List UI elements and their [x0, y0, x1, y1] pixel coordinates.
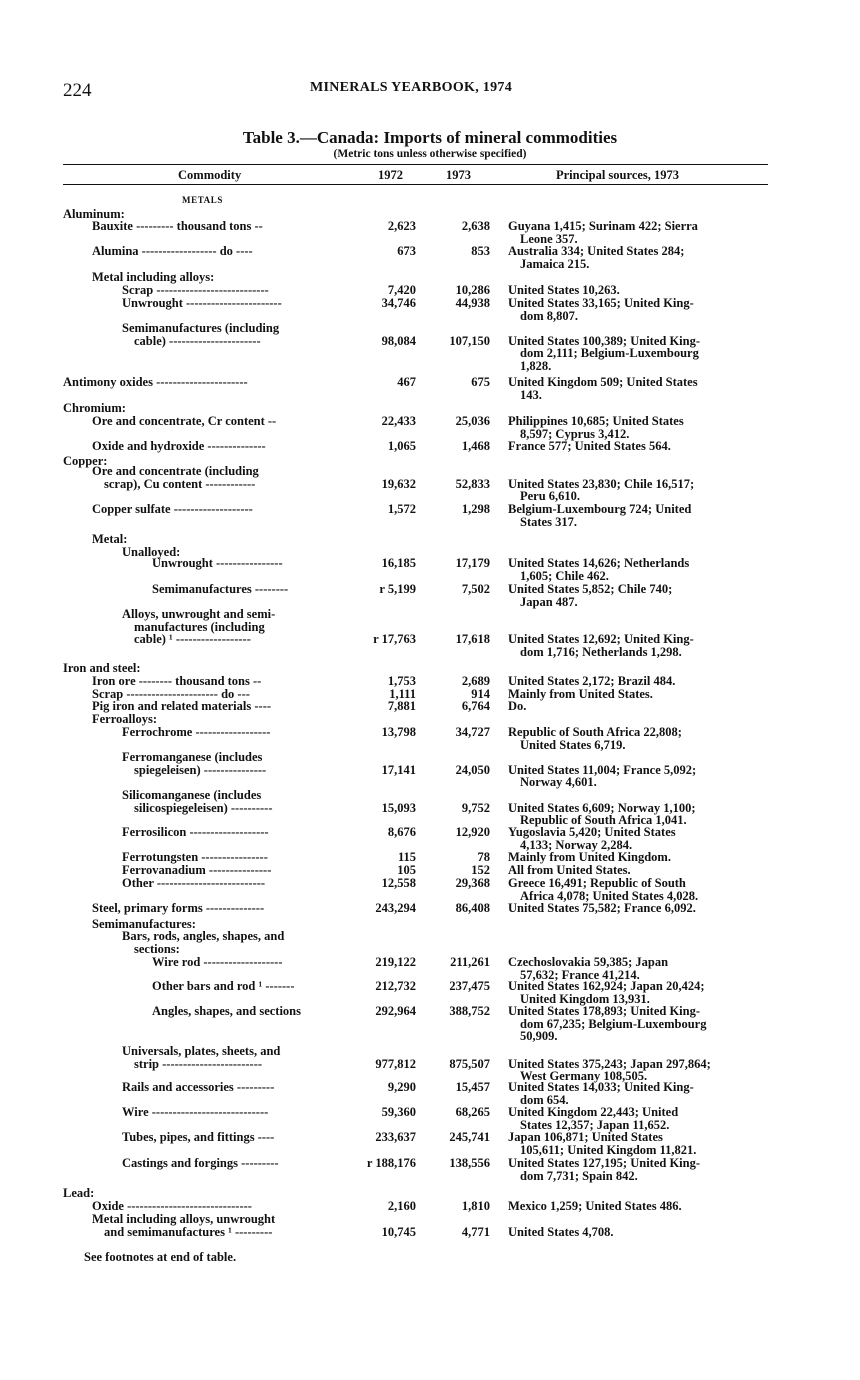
principal-sources-line: Do. [508, 699, 527, 713]
value-1972: 13,798 [381, 725, 416, 739]
principal-sources-line: United States 375,243; Japan 297,864; [508, 1056, 711, 1071]
value-1973: 34,727 [455, 725, 490, 739]
principal-sources-line: United States 75,582; France 6,092. [508, 901, 696, 915]
principal-sources-line: United States 14,033; United King- [508, 1080, 694, 1094]
section-heading-metals: METALS [182, 195, 223, 205]
principal-sources-line: United States 23,830; Chile 16,517; [508, 476, 695, 491]
principal-sources-line: 1,605; Chile 462. [520, 568, 609, 583]
principal-sources [508, 503, 770, 528]
value-1973: 86,408 [455, 901, 490, 915]
value-1972: 1,572 [387, 502, 416, 516]
value-1972: 7,420 [387, 283, 416, 297]
commodity-label [92, 700, 382, 713]
principal-sources [508, 297, 770, 322]
value-1972: 292,964 [375, 1004, 416, 1018]
value-1973: 138,556 [449, 1156, 490, 1170]
value-1973: 388,752 [449, 1004, 490, 1018]
commodity-label [122, 826, 412, 839]
commodity-label-line: Alumina ------------------ do ---- [92, 244, 253, 258]
principal-sources [508, 902, 770, 915]
principal-sources-line: United States 162,924; Japan 20,424; [508, 979, 705, 993]
value-1973: 1,298 [461, 502, 490, 516]
commodity-label-line: Ferrosilicon ------------------- [122, 825, 269, 839]
value-1972: 7,881 [387, 699, 416, 713]
principal-sources-line: Japan 487. [520, 594, 578, 609]
value-1973: 52,833 [455, 476, 490, 491]
value-1972: 98,084 [381, 333, 416, 348]
commodity-label-line: Chromium: [63, 401, 126, 415]
principal-sources [508, 1081, 770, 1106]
value-1973: 25,036 [455, 414, 490, 428]
commodity-label [122, 1045, 412, 1070]
principal-sources-line: United Kingdom 509; United States [508, 375, 698, 389]
commodity-label [122, 1081, 412, 1094]
commodity-label [122, 297, 412, 310]
principal-sources [508, 1226, 770, 1239]
table-subtitle: (Metric tons unless otherwise specified) [333, 148, 527, 160]
principal-sources-line: 105,611; United Kingdom 11,821. [520, 1142, 697, 1157]
principal-sources-line: Mexico 1,259; United States 486. [508, 1199, 682, 1213]
commodity-label [122, 726, 412, 739]
commodity-label [92, 713, 382, 726]
commodity-label [92, 503, 382, 516]
principal-sources [508, 440, 770, 453]
value-1973: 245,741 [449, 1130, 490, 1144]
principal-sources [508, 851, 770, 864]
value-1973: 152 [471, 863, 490, 877]
principal-sources-line: Norway 4,601. [520, 775, 597, 789]
commodity-label [122, 284, 412, 297]
commodity-label-line: Tubes, pipes, and fittings ---- [122, 1130, 275, 1144]
commodity-label [92, 245, 382, 258]
commodity-label-line: cable) ¹ ------------------ [134, 632, 251, 646]
principal-sources [508, 415, 770, 440]
value-1973: 6,764 [461, 699, 490, 713]
value-1973: 17,618 [455, 632, 490, 646]
commodity-label [92, 415, 382, 428]
commodity-label [122, 930, 412, 955]
value-1973: 2,638 [461, 219, 490, 233]
commodity-label-line: spiegeleisen) --------------- [134, 762, 267, 777]
principal-sources-line: West Germany 108,505. [520, 1069, 648, 1083]
principal-sources-line: Republic of South Africa 1,041. [520, 813, 687, 827]
value-1973: 9,752 [461, 800, 490, 815]
principal-sources [508, 557, 770, 582]
principal-sources-line: dom 67,235; Belgium-Luxembourg [520, 1016, 707, 1031]
principal-sources-line: United States 2,172; Brazil 484. [508, 674, 676, 688]
principal-sources [508, 826, 770, 851]
commodity-label-line: Steel, primary forms -------------- [92, 901, 265, 915]
commodity-label-line: Scrap ---------------------- do --- [92, 687, 250, 701]
commodity-label-line: Ore and concentrate (including [92, 464, 259, 478]
principal-sources [508, 478, 770, 503]
value-1972: 19,632 [381, 476, 416, 491]
principal-sources-line: All from United States. [508, 863, 631, 877]
value-1972: 1,111 [389, 687, 416, 701]
commodity-label-line: Metal including alloys, unwrought [92, 1212, 276, 1226]
principal-sources-line: Japan 106,871; United States [508, 1130, 663, 1144]
principal-sources [508, 1058, 770, 1083]
commodity-label-line: Copper: [63, 454, 108, 468]
commodity-label-line: Iron and steel: [63, 661, 141, 675]
column-header-commodity: Commodity [178, 168, 242, 182]
principal-sources-line: Yugoslavia 5,420; United States [508, 825, 676, 839]
value-1972: 10,745 [381, 1224, 416, 1239]
running-head: MINERALS YEARBOOK, 1974 [310, 80, 513, 95]
principal-sources [508, 764, 770, 789]
commodity-label [122, 1106, 412, 1119]
principal-sources [508, 1005, 770, 1043]
commodity-label [122, 1131, 412, 1144]
value-1972: 105 [397, 863, 416, 877]
commodity-label-line: scrap), Cu content ------------ [104, 476, 256, 491]
value-1973: 2,689 [461, 674, 490, 688]
commodity-label-line: Ore and concentrate, Cr content -- [92, 414, 277, 428]
principal-sources-line: Greece 16,491; Republic of South [508, 876, 686, 890]
commodity-label-line: silicospiegeleisen) ---------- [134, 800, 273, 815]
principal-sources-line: 4,133; Norway 2,284. [520, 837, 633, 852]
commodity-label-line: manufactures (including [134, 619, 265, 634]
principal-sources-line: United States 12,692; United King- [508, 632, 694, 646]
principal-sources [508, 1131, 770, 1156]
commodity-label-line: Copper sulfate ------------------- [92, 502, 253, 516]
commodity-label-line: Unalloyed: [122, 545, 181, 559]
principal-sources-line: dom 8,807. [520, 308, 578, 323]
commodity-label-line: Ferromanganese (includes [122, 750, 263, 764]
commodity-label-line: Ferrotungsten ---------------- [122, 850, 268, 864]
principal-sources-line: dom 654. [520, 1092, 569, 1107]
commodity-label-line: Metal: [92, 532, 128, 546]
value-1972: 115 [397, 850, 416, 864]
principal-sources-line: United States 14,626; Netherlands [508, 556, 690, 570]
principal-sources [508, 1106, 770, 1131]
principal-sources-line: United States 4,708. [508, 1224, 614, 1239]
commodity-label-line: Ferroalloys: [92, 712, 158, 726]
commodity-label [92, 675, 382, 688]
value-1973: 875,507 [449, 1056, 490, 1071]
commodity-label-line: Angles, shapes, and sections [152, 1004, 301, 1018]
value-1973: 12,920 [455, 825, 490, 839]
commodity-label [122, 789, 412, 814]
value-1972: 16,185 [381, 556, 416, 570]
principal-sources-line: Leone 357. [520, 231, 578, 246]
commodity-label-line: and semimanufactures ¹ --------- [104, 1224, 273, 1239]
principal-sources-line: United States 10,263. [508, 283, 620, 297]
principal-sources-line: 50,909. [520, 1029, 558, 1043]
principal-sources [508, 802, 770, 827]
principal-sources-line: Mainly from United Kingdom. [508, 850, 671, 864]
commodity-label-line: Universals, plates, sheets, and [122, 1044, 281, 1058]
principal-sources-line: dom 2,111; Belgium-Luxembourg [520, 346, 699, 360]
value-1972: 219,122 [375, 955, 416, 969]
value-1973: 237,475 [449, 979, 490, 993]
commodity-label-line: Semimanufactures: [92, 917, 196, 931]
principal-sources [508, 675, 770, 688]
principal-sources [508, 864, 770, 877]
principal-sources-line: United States 5,852; Chile 740; [508, 582, 673, 596]
commodity-label [92, 465, 382, 490]
footnote-note: See footnotes at end of table. [84, 1250, 237, 1264]
value-1972: 1,065 [387, 439, 416, 453]
commodity-label [122, 864, 412, 877]
principal-sources [508, 633, 770, 658]
value-1973: 78 [477, 850, 490, 864]
value-1972: 8,676 [387, 825, 416, 839]
principal-sources-line: dom 1,716; Netherlands 1,298. [520, 644, 682, 659]
value-1973: 1,810 [461, 1199, 490, 1213]
commodity-label-line: Unwrought ----------------------- [122, 296, 282, 310]
commodity-label [63, 376, 353, 389]
page-number: 224 [63, 80, 92, 101]
principal-sources-line: United States 33,165; United King- [508, 296, 694, 310]
value-1972: 59,360 [381, 1105, 416, 1119]
principal-sources-line: United States 11,004; France 5,092; [508, 762, 697, 777]
value-1972: 977,812 [375, 1056, 416, 1071]
commodity-label-line: Bars, rods, angles, shapes, and [122, 929, 285, 943]
value-1973: 675 [471, 375, 490, 389]
principal-sources [508, 1200, 770, 1213]
principal-sources [508, 220, 770, 245]
commodity-label-line: Lead: [63, 1186, 95, 1200]
principal-sources-line: France 577; United States 564. [508, 439, 671, 453]
commodity-label [92, 1213, 382, 1238]
commodity-label [122, 877, 412, 890]
commodity-label [122, 608, 412, 646]
column-header-1972: 1972 [378, 168, 403, 182]
value-1973: 4,771 [461, 1224, 490, 1239]
principal-sources [508, 376, 770, 401]
value-1972: 17,141 [381, 762, 416, 777]
principal-sources-line: States 317. [520, 514, 577, 529]
commodity-label [122, 751, 412, 776]
commodity-label-line: Wire ---------------------------- [122, 1105, 269, 1119]
commodity-label [92, 902, 382, 915]
value-1973: 24,050 [455, 762, 490, 777]
principal-sources-line: Philippines 10,685; United States [508, 414, 684, 428]
value-1973: 914 [471, 687, 490, 701]
principal-sources [508, 700, 770, 713]
value-1972: 34,746 [381, 296, 416, 310]
value-1972: r 188,176 [366, 1156, 416, 1170]
commodity-label [92, 1200, 382, 1213]
commodity-label-line: Iron ore -------- thousand tons -- [92, 674, 262, 688]
principal-sources [508, 245, 770, 270]
principal-sources-line: United States 6,609; Norway 1,100; [508, 800, 696, 815]
value-1972: 9,290 [387, 1080, 416, 1094]
principal-sources-line: Australia 334; United States 284; [508, 244, 685, 258]
commodity-label-line: cable) ---------------------- [134, 333, 261, 348]
value-1973: 211,261 [450, 955, 490, 969]
commodity-label-line: Scrap --------------------------- [122, 283, 269, 297]
value-1972: 243,294 [375, 901, 416, 915]
commodity-label-line: Wire rod ------------------- [152, 955, 283, 969]
commodity-label-line: Silicomanganese (includes [122, 788, 262, 802]
principal-sources-line: United Kingdom 13,931. [520, 991, 650, 1006]
value-1972: 233,637 [375, 1130, 416, 1144]
principal-sources-line: Belgium-Luxembourg 724; United [508, 502, 692, 516]
commodity-label [92, 220, 382, 233]
principal-sources-line: Mainly from United States. [508, 687, 653, 701]
commodity-label-line: Aluminum: [63, 207, 125, 221]
commodity-label-line: Other bars and rod ¹ ------- [152, 979, 295, 993]
principal-sources [508, 726, 770, 751]
principal-sources-line: United States 100,389; United King- [508, 333, 701, 348]
principal-sources [508, 980, 770, 1005]
principal-sources-line: United States 127,195; United King- [508, 1156, 701, 1170]
principal-sources-line: Guyana 1,415; Surinam 422; Sierra [508, 219, 698, 233]
commodity-label-line: Semimanufactures -------- [152, 582, 289, 596]
value-1972: r 17,763 [373, 632, 416, 646]
commodity-label [92, 271, 382, 284]
principal-sources-line: United Kingdom 22,443; United [508, 1105, 679, 1119]
commodity-label-line: Bauxite --------- thousand tons -- [92, 219, 263, 233]
principal-sources [508, 688, 770, 701]
commodity-label-line: Ferrovanadium --------------- [122, 863, 272, 877]
principal-sources [508, 877, 770, 902]
principal-sources-line: 8,597; Cyprus 3,412. [520, 426, 630, 441]
value-1973: 10,286 [455, 283, 490, 297]
value-1972: 1,753 [387, 674, 416, 688]
value-1972: 2,160 [387, 1199, 416, 1213]
value-1973: 15,457 [455, 1080, 490, 1094]
value-1972: 22,433 [381, 414, 416, 428]
principal-sources-line: 57,632; France 41,214. [520, 967, 640, 982]
principal-sources [508, 1157, 770, 1182]
value-1973: 17,179 [455, 556, 490, 570]
principal-sources [508, 583, 770, 608]
principal-sources-line: 1,828. [520, 358, 552, 373]
commodity-label-line: Rails and accessories --------- [122, 1080, 275, 1094]
commodity-label [63, 662, 353, 675]
commodity-label-line: Pig iron and related materials ---- [92, 699, 272, 713]
principal-sources-line: United States 178,893; United King- [508, 1004, 701, 1018]
value-1973: 7,502 [461, 582, 490, 596]
column-header-1973: 1973 [446, 168, 471, 182]
value-1973: 44,938 [455, 296, 490, 310]
commodity-label [63, 1187, 353, 1200]
commodity-label-line: Castings and forgings --------- [122, 1156, 279, 1170]
commodity-label-line: Unwrought ---------------- [152, 556, 283, 570]
commodity-label-line: Metal including alloys: [92, 270, 215, 284]
principal-sources-line: dom 7,731; Spain 842. [520, 1168, 638, 1183]
table-title: Table 3.—Canada: Imports of mineral commodities [242, 128, 618, 147]
value-1972: 15,093 [381, 800, 416, 815]
principal-sources-line: United States 6,719. [520, 737, 626, 752]
commodity-label-line: strip ------------------------ [134, 1056, 263, 1071]
commodity-label-line: Semimanufactures (including [122, 321, 280, 335]
commodity-label-line: sections: [134, 941, 180, 956]
commodity-label-line: Oxide and hydroxide -------------- [92, 439, 266, 453]
commodity-label-line: Antimony oxides ---------------------- [63, 375, 248, 389]
value-1973: 853 [471, 244, 490, 258]
value-1972: 2,623 [387, 219, 416, 233]
value-1973: 1,468 [461, 439, 490, 453]
principal-sources [508, 335, 770, 373]
value-1973: 107,150 [449, 333, 490, 348]
commodity-label [92, 533, 382, 546]
value-1972: r 5,199 [379, 582, 416, 596]
principal-sources-line: Peru 6,610. [520, 489, 581, 503]
principal-sources-line: Republic of South Africa 22,808; [508, 725, 682, 739]
principal-sources [508, 956, 770, 981]
value-1972: 212,732 [375, 979, 416, 993]
principal-sources-line: Czechoslovakia 59,385; Japan [508, 955, 669, 969]
commodity-label [122, 322, 412, 347]
commodity-label [63, 402, 353, 415]
principal-sources-line: 143. [520, 387, 542, 402]
commodity-label [92, 440, 382, 453]
principal-sources-line: States 12,357; Japan 11,652. [520, 1117, 670, 1132]
commodity-label-line: Ferrochrome ------------------ [122, 725, 271, 739]
commodity-label-line: Alloys, unwrought and semi- [122, 607, 276, 621]
principal-sources-line: Africa 4,078; United States 4,028. [520, 888, 699, 903]
value-1972: 12,558 [381, 876, 416, 890]
commodity-label-line: Other -------------------------- [122, 876, 266, 890]
principal-sources [508, 284, 770, 297]
column-header-sources: Principal sources, 1973 [556, 168, 680, 182]
commodity-label [122, 851, 412, 864]
value-1972: 467 [397, 375, 416, 389]
value-1973: 29,368 [455, 876, 490, 890]
principal-sources-line: Jamaica 215. [520, 256, 590, 271]
value-1972: 673 [397, 244, 416, 258]
value-1973: 68,265 [455, 1105, 490, 1119]
commodity-label-line: Oxide ------------------------------ [92, 1199, 252, 1213]
